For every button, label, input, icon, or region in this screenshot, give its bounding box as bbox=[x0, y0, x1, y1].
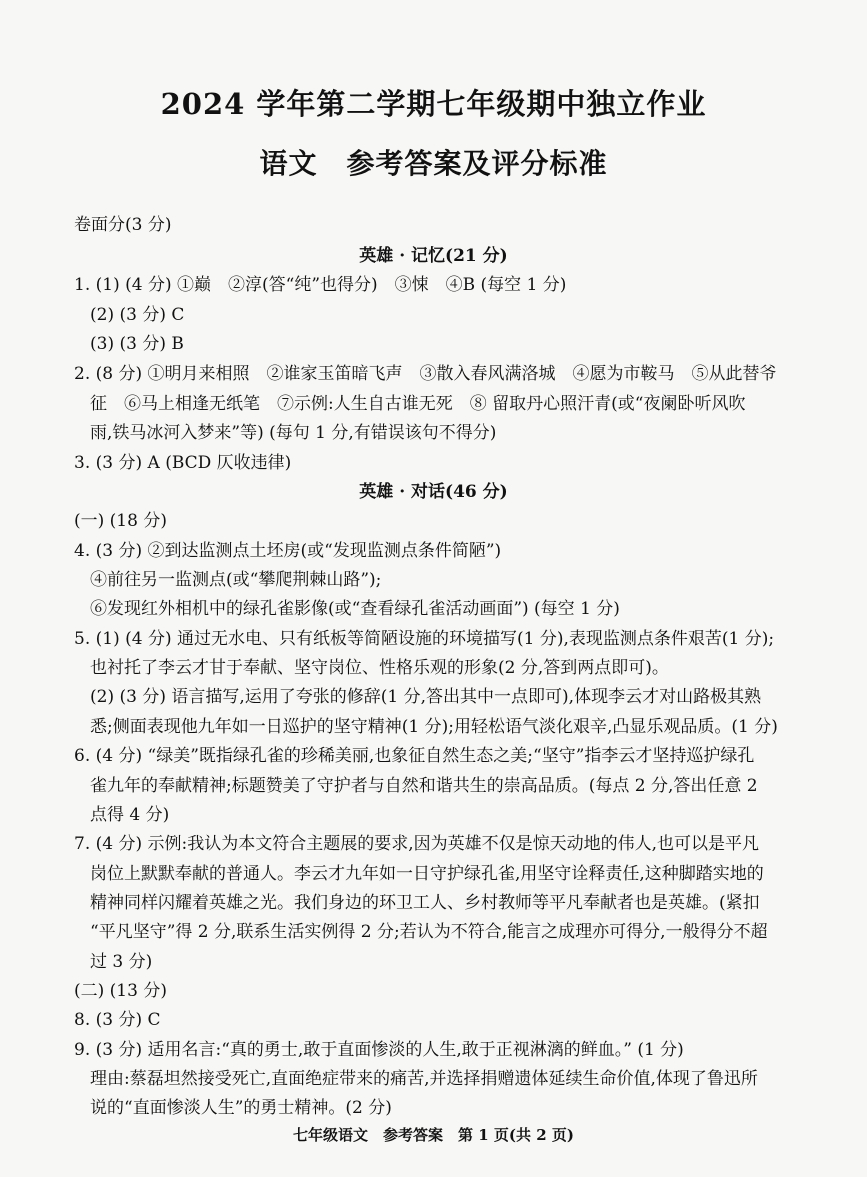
page-subtitle: 语文 参考答案及评分标准 bbox=[259, 147, 608, 180]
text-line: 1. (1) (4 分) ①巅 ②淳(答“纯”也得分) ③悚 ④B (每空 1 分) bbox=[74, 275, 567, 295]
text-line: (3) (3 分) B bbox=[90, 334, 184, 354]
text-line: (二) (13 分) bbox=[74, 981, 167, 1001]
text-line: 7. (4 分) 示例:我认为本文符合主题展的要求,因为英雄不仅是惊天动地的伟人,也可以是平凡 bbox=[74, 834, 760, 854]
text-line: 悉;侧面表现他九年如一日巡护的坚守精神(1 分);用轻松语气淡化艰辛,凸显乐观品质。(1 分) bbox=[90, 717, 778, 737]
text-line: ⑥发现红外相机中的绿孔雀影像(或“查看绿孔雀活动画面”) (每空 1 分) bbox=[90, 599, 620, 619]
text-line: 4. (3 分) ②到达监测点土坯房(或“发现监测点条件简陋”) bbox=[74, 541, 502, 561]
text-line: (2) (3 分) C bbox=[90, 305, 185, 325]
text-line: 雨,铁马冰河入梦来”等) (每句 1 分,有错误该句不得分) bbox=[90, 423, 497, 443]
text-line: 9. (3 分) 适用名言:“真的勇士,敢于直面惨淡的人生,敢于正视淋漓的鲜血。” (1 分) bbox=[74, 1040, 684, 1060]
page-footer: 七年级语文 参考答案 第 1 页(共 2 页) bbox=[293, 1126, 574, 1144]
text-line: 雀九年的奉献精神;标题赞美了守护者与自然和谐共生的崇高品质。(每点 2 分,答出任意 2 bbox=[90, 776, 758, 796]
text-line: “平凡坚守”得 2 分,联系生活实例得 2 分;若认为不符合,能言之成理亦可得分,一般得分不超 bbox=[90, 922, 768, 942]
text-line: 点得 4 分) bbox=[90, 805, 170, 825]
text-line: 也衬托了李云才甘于奉献、坚守岗位、性格乐观的形象(2 分,答到两点即可)。 bbox=[90, 658, 669, 678]
text-line: 过 3 分) bbox=[90, 952, 153, 972]
text-line: 说的“直面惨淡人生”的勇士精神。(2 分) bbox=[90, 1098, 392, 1118]
page-title: 2024 学年第二学期七年级期中独立作业 bbox=[160, 87, 707, 121]
text-line: 5. (1) (4 分) 通过无水电、只有纸板等简陋设施的环境描写(1 分),表现监测点条件艰苦(1 分); bbox=[74, 629, 775, 649]
text-line: 理由:蔡磊坦然接受死亡,直面绝症带来的痛苦,并选择捐赠遗体延续生命价值,体现了鲁迅所 bbox=[90, 1069, 758, 1089]
text-line: 3. (3 分) A (BCD 仄收违律) bbox=[74, 453, 292, 473]
text-line: 2. (8 分) ①明月来相照 ②谁家玉笛暗飞声 ③散入春风满洛城 ④愿为市鞍马 ⑤从此替爷 bbox=[74, 364, 777, 384]
section-heading: 英雄 · 对话(46 分) bbox=[359, 482, 508, 502]
text-line: (一) (18 分) bbox=[74, 511, 167, 531]
text-line: 征 ⑥马上相逢无纸笔 ⑦示例:人生自古谁无死 ⑧ 留取丹心照汗青(或“夜阑卧听风吹 bbox=[90, 394, 746, 414]
text-line: 精神同样闪耀着英雄之光。我们身边的环卫工人、乡村教师等平凡奉献者也是英雄。(紧扣 bbox=[90, 893, 760, 913]
text-line: 6. (4 分) “绿美”既指绿孔雀的珍稀美丽,也象征自然生态之美;“坚守”指李云才坚持巡护绿孔 bbox=[74, 746, 755, 766]
text-line: (2) (3 分) 语言描写,运用了夸张的修辞(1 分,答出其中一点即可),体现李云才对山路极其熟 bbox=[90, 687, 762, 707]
text-line: 岗位上默默奉献的普通人。李云才九年如一日守护绿孔雀,用坚守诠释责任,这种脚踏实地的 bbox=[90, 864, 764, 884]
text-line: 卷面分(3 分) bbox=[74, 215, 172, 235]
section-heading: 英雄 · 记忆(21 分) bbox=[359, 246, 508, 266]
text-line: ④前往另一监测点(或“攀爬荆棘山路”); bbox=[90, 570, 382, 590]
text-line: 8. (3 分) C bbox=[74, 1010, 161, 1030]
